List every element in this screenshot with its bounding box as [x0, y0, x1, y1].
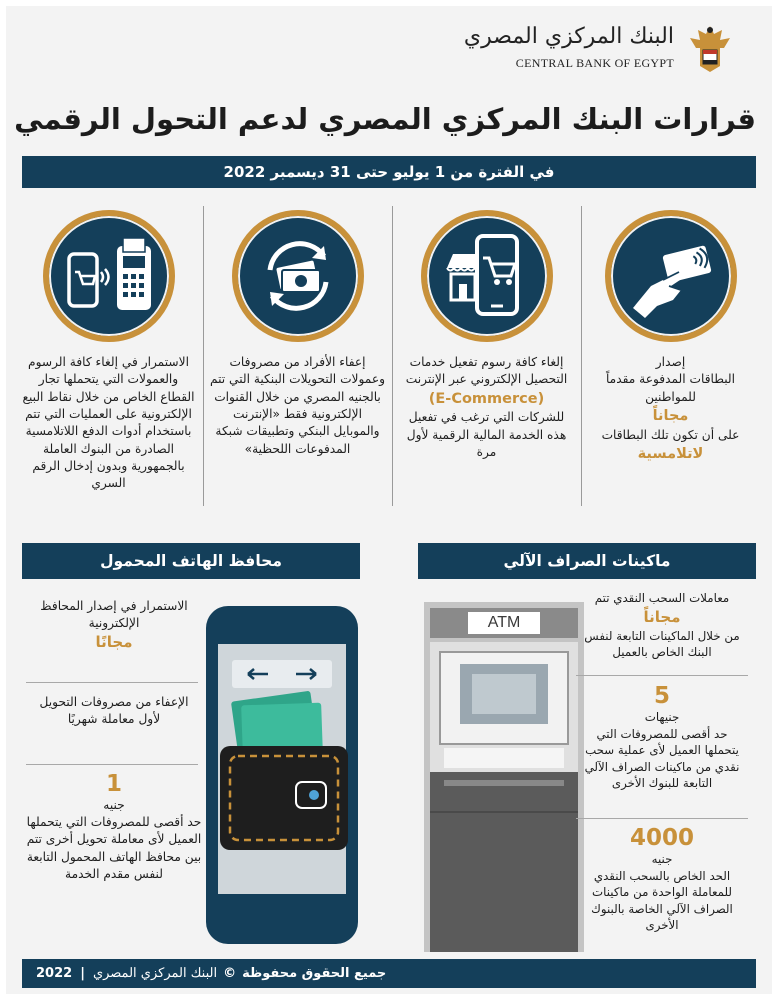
copyright-icon: ©	[223, 966, 237, 981]
wallet-item-text: لأول معاملة شهريًا	[67, 712, 161, 727]
wallet-item-number: 1	[105, 771, 122, 797]
atm-item-separator	[576, 675, 748, 676]
money-transfer-icon	[232, 210, 364, 342]
wallet-item-text: الإعفاء من مصروفات التحويل	[39, 695, 189, 709]
wallet-section-heading	[22, 543, 360, 579]
atm-item-number: 4000	[629, 825, 694, 851]
footer-logo-text: البنك المركزي المصري	[92, 966, 218, 981]
logo-arabic-text: البنك المركزي المصري	[463, 24, 674, 49]
logo-english-text: CENTRAL BANK OF EGYPT	[515, 56, 674, 70]
decision-line: إصدار	[655, 355, 686, 369]
atm-item-separator	[576, 818, 748, 819]
decision-text	[209, 354, 386, 458]
atm-item-text: الحد الخاص بالسحب النقدي للمعاملة الواحدة من ماكينات الصراف الآلي الخاصة بالبنوك الأخرى	[591, 868, 733, 933]
atm-heading-text: ماكينات الصراف الآلي	[503, 552, 671, 570]
atm-item-withdrawal-limit	[578, 826, 746, 934]
decision-text	[20, 354, 197, 493]
wallet-item-separator	[26, 764, 198, 765]
atm-item-number: 5	[653, 683, 670, 709]
wallet-item-accent: مجانًا	[95, 633, 133, 652]
footer-divider: |	[80, 966, 85, 981]
decision-accent: لاتلامسية	[637, 445, 704, 462]
footer-rights-text: جميع الحقوق محفوظة	[242, 966, 387, 981]
wallet-item-unit: جنيه	[103, 798, 125, 813]
decision-line: للشركات التي ترغب في تفعيل هذه الخدمة المالية الرقمية لأول مرة	[406, 410, 567, 459]
atm-item-max-fee	[578, 684, 746, 792]
wallet-item-text: حد أقصى للمصروفات التي يتحملها العميل لأى معاملة تحويل أخرى تتم بين محافظ الهاتف المحمول التابعة لنفس مقدم الخدمة	[26, 815, 202, 881]
decision-pos	[14, 202, 203, 522]
wallet-item-free-transfer	[26, 694, 202, 728]
atm-machine-icon	[424, 602, 584, 952]
atm-section-heading	[418, 543, 756, 579]
footer-year: 2022	[36, 966, 73, 981]
ecommerce-phone-icon	[421, 210, 553, 342]
decision-text	[398, 354, 575, 461]
atm-item-unit: جنيهات	[644, 710, 680, 725]
infographic-page	[6, 6, 772, 994]
atm-item-unit: جنيه	[651, 852, 673, 867]
period-text: في الفترة من 1 يوليو حتى 31 ديسمبر 2022	[223, 163, 555, 181]
decision-line: إلغاء كافة رسوم تفعيل خدمات التحصيل الإلكتروني عبر الإنترنت	[405, 355, 568, 387]
footer-bar	[22, 959, 756, 988]
column-divider	[203, 206, 204, 506]
atm-item-text: حد أقصى للمصروفات التي يتحملها العميل لأى عملية سحب نقدي من ماكينات الصراف الآلي التابعة للبنوك الأخرى	[584, 726, 740, 791]
eagle-emblem-icon	[684, 22, 736, 76]
atm-item-accent: مجاناً	[643, 607, 681, 626]
wallet-item-separator	[26, 682, 198, 683]
column-divider	[581, 206, 582, 506]
decision-line: على أن تكون تلك البطاقات	[601, 427, 740, 442]
wallet-item-text: الاستمرار في إصدار المحافظ الإلكترونية	[40, 599, 188, 631]
decision-line: الاستمرار في إلغاء كافة الرسوم والعمولات التي يتحملها تجار القطاع الخاص من خلال نقاط البيع الإلكترونية على العمليات التي تتم باستخدام أدوات الدفع اللاتلامسية الصادرة من البنوك العاملة بالجمهورية وبدون إدخال الرقم السري	[22, 355, 195, 491]
decision-transfers	[203, 202, 392, 522]
decision-text	[582, 354, 759, 464]
decision-line: إعفاء الأفراد من مصروفات وعمولات التحويلات البنكية التي تتم بالجنيه المصري من خلال القنوات الإلكترونية فقط «الإنترنت والموبايل البنكي وتطبيقات شبكة المدفوعات اللحظية»	[209, 355, 385, 456]
decision-accent: (E-Commerce)	[428, 390, 545, 407]
cbe-logo	[463, 22, 736, 78]
decision-line: البطاقات المدفوعة مقدماً للمواطنين	[605, 372, 736, 404]
decision-accent: مجاناً	[652, 407, 689, 424]
decision-prepaid-cards	[576, 202, 765, 522]
page-title: قرارات البنك المركزي المصري لدعم التحول الرقمي	[14, 102, 756, 136]
pos-terminal-icon	[43, 210, 175, 342]
atm-screen-label: ATM	[487, 614, 521, 631]
atm-item-text: معاملات السحب النقدي تتم	[594, 591, 730, 605]
wallet-item-free-issuance	[26, 598, 202, 653]
atm-item-free-withdrawal	[578, 590, 746, 661]
mobile-wallet-icon	[204, 604, 360, 946]
atm-item-text: من خلال الماكينات التابعة لنفس البنك الخاص بالعميل	[584, 628, 740, 660]
contactless-card-icon	[605, 210, 737, 342]
decision-ecommerce	[392, 202, 581, 522]
wallet-item-max-fee	[26, 772, 202, 883]
period-banner	[22, 156, 756, 188]
column-divider	[392, 206, 393, 506]
wallet-heading-text: محافظ الهاتف المحمول	[100, 552, 282, 570]
